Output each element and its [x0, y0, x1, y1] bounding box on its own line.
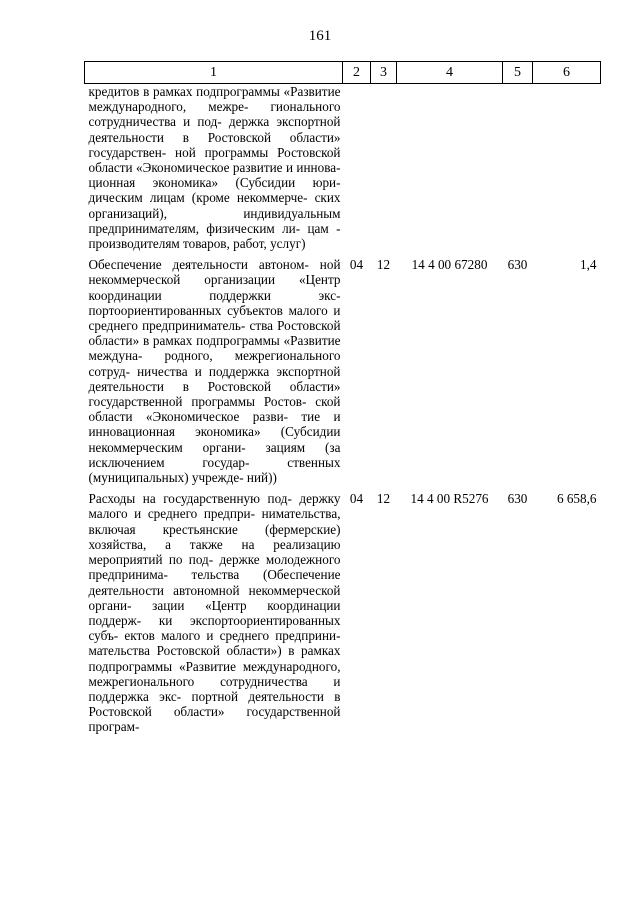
- row-amount: [533, 84, 601, 258]
- row-section: 04: [349, 257, 364, 273]
- row-section: [343, 84, 371, 258]
- row-subsection: [371, 84, 397, 258]
- row-section: 04: [349, 491, 364, 507]
- row-expense-type: 630: [507, 257, 528, 273]
- table-row: [85, 491, 601, 740]
- row-description: кредитов в рамках подпрограммы «Развитие международного, межре- гионального сотрудничества и под- держка экспортной деятельности в Ростовской области» государствен- ной программы Ростовской области «Экономическое развитие и иннова- ционная экономика» (Субсидии юри- дическим лицам (кроме некоммерче- ских организаций), индивидуальным предпринимателям, физическим ли- цам - производителям товаров, работ, услуг): [88, 84, 341, 252]
- column-header-6: 6: [533, 62, 601, 84]
- table-header-row: [85, 62, 601, 84]
- column-header-5: 5: [503, 62, 533, 84]
- row-expense-type: [503, 84, 533, 258]
- column-header-3: 3: [371, 62, 397, 84]
- row-amount: 6 658,6: [556, 491, 597, 507]
- page-number: 161: [308, 28, 332, 44]
- row-description: Обеспечение деятельности автоном- ной некоммерческой организации «Центр координации поддержки экс- портоориентированных субъектов малого и среднего предприниматель- ства Ростовской области» в рамках подпрограммы «Развитие междуна- родного, межрегионального сотруд- ничества и поддержка экспортной деятельности в Ростовской области» государственной программы Ростов- ской области «Экономическое разви- тие и инновационная экономика» (Субсидии некоммерческим органи- зациям (за исключением государ- ственных (муниципальных) учрежде- ний)): [88, 257, 341, 486]
- row-target-article: 14 4 00 R5276: [410, 491, 489, 507]
- row-expense-type: 630: [507, 491, 528, 507]
- row-description: Расходы на государственную под- держку малого и среднего предпри- нимательства, включая крестьянские (фермерские) хозяйства, а также на реализацию мероприятий по под- держке молодежного предпринима- тельства (Обеспечение деятельности автономной некоммерческой органи- зации «Центр координации поддерж- ки экспортоориентированных субъ- ектов малого и среднего предприни- мательства Ростовской области») в рамках подпрограммы «Развитие международного, межрегионального сотрудничества и поддержка экс- портной деятельности в Ростовской области» государственной програм-: [88, 491, 341, 735]
- row-subsection: 12: [376, 491, 391, 507]
- row-target-article: 14 4 00 67280: [411, 257, 488, 273]
- table-row: [85, 257, 601, 491]
- table-row: [85, 84, 601, 258]
- column-header-4: 4: [397, 62, 503, 84]
- column-header-1: 1: [85, 62, 343, 84]
- row-subsection: 12: [376, 257, 391, 273]
- budget-table: [84, 61, 601, 741]
- row-amount: 1,4: [580, 257, 597, 273]
- row-target-article: [397, 84, 503, 258]
- column-header-2: 2: [343, 62, 371, 84]
